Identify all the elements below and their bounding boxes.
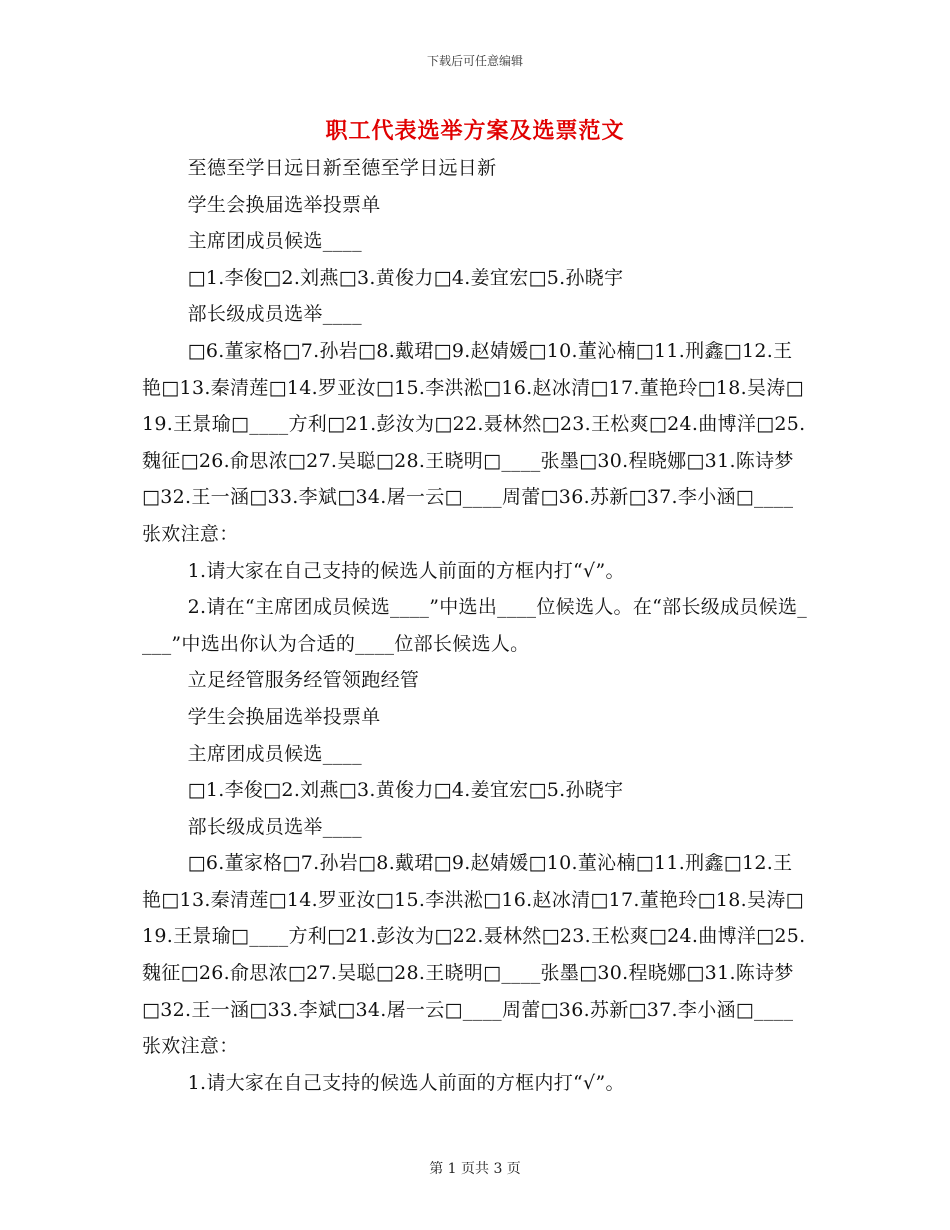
paragraph-minister-election-1: 部长级成员选举____ (187, 303, 362, 326)
page-header-note: 下载后可任意编辑 (426, 54, 523, 68)
page-footer: 第 1 页共 3 页 (429, 1161, 521, 1177)
paragraph-minister-election-2: 部长级成员选举____ (187, 815, 362, 838)
paragraph-minister-list-1: □6.董家格□7.孙岩□8.戴珺□9.赵婧媛□10.董沁楠□11.刑鑫□12.王艳□13.秦清莲□14.罗亚汝□15.李洪淞□16.赵冰清□17.董艳玲□18.吴涛□19.王景瑜□____方利□21.彭汝为□22.聂林然□23.王松爽□24.曲博洋□25.魏征□26.俞思浓□27.吴聪□28.王晓明□____张墨□30.程晓娜□31.陈诗梦□32.王一涵□33.李斌□34.屠一云□____周蕾□36.苏新□37.李小涵□____张欢注意： (142, 339, 806, 545)
paragraph-presidium-list-1: □1.李俊□2.刘燕□3.黄俊力□4.姜宜宏□5.孙晓宇 (187, 266, 624, 289)
paragraph-motto-2: 立足经管服务经管领跑经管 (187, 669, 420, 692)
paragraph-note-3: 1.请大家在自己支持的候选人前面的方框内打“√”。 (187, 1071, 625, 1094)
paragraph-motto-1: 至德至学日远日新至德至学日远日新 (187, 157, 497, 179)
paragraph-presidium-candidates-1: 主席团成员候选____ (187, 230, 362, 253)
paragraph-presidium-candidates-2: 主席团成员候选____ (187, 742, 362, 765)
paragraph-presidium-list-2: □1.李俊□2.刘燕□3.黄俊力□4.姜宜宏□5.孙晓宇 (187, 779, 624, 802)
paragraph-ballot-title-2: 学生会换届选举投票单 (187, 705, 381, 728)
paragraph-minister-list-2: □6.董家格□7.孙岩□8.戴珺□9.赵婧媛□10.董沁楠□11.刑鑫□12.王艳□13.秦清莲□14.罗亚汝□15.李洪淞□16.赵冰清□17.董艳玲□18.吴涛□19.王景瑜□____方利□21.彭汝为□22.聂林然□23.王松爽□24.曲博洋□25.魏征□26.俞思浓□27.吴聪□28.王晓明□____张墨□30.程晓娜□31.陈诗梦□32.王一涵□33.李斌□34.屠一云□____周蕾□36.苏新□37.李小涵□____张欢注意： (142, 852, 806, 1058)
document-body (142, 150, 808, 1101)
document-title: 职工代表选举方案及选票范文 (325, 118, 625, 144)
paragraph-note-1: 1.请大家在自己支持的候选人前面的方框内打“√”。 (187, 559, 625, 582)
paragraph-ballot-title-1: 学生会换届选举投票单 (187, 193, 381, 216)
paragraph-note-2: 2.请在“主席团成员候选____”中选出____位候选人。在“部长级成员候选____”中选出你认为合适的____位部长候选人。 (142, 596, 808, 655)
